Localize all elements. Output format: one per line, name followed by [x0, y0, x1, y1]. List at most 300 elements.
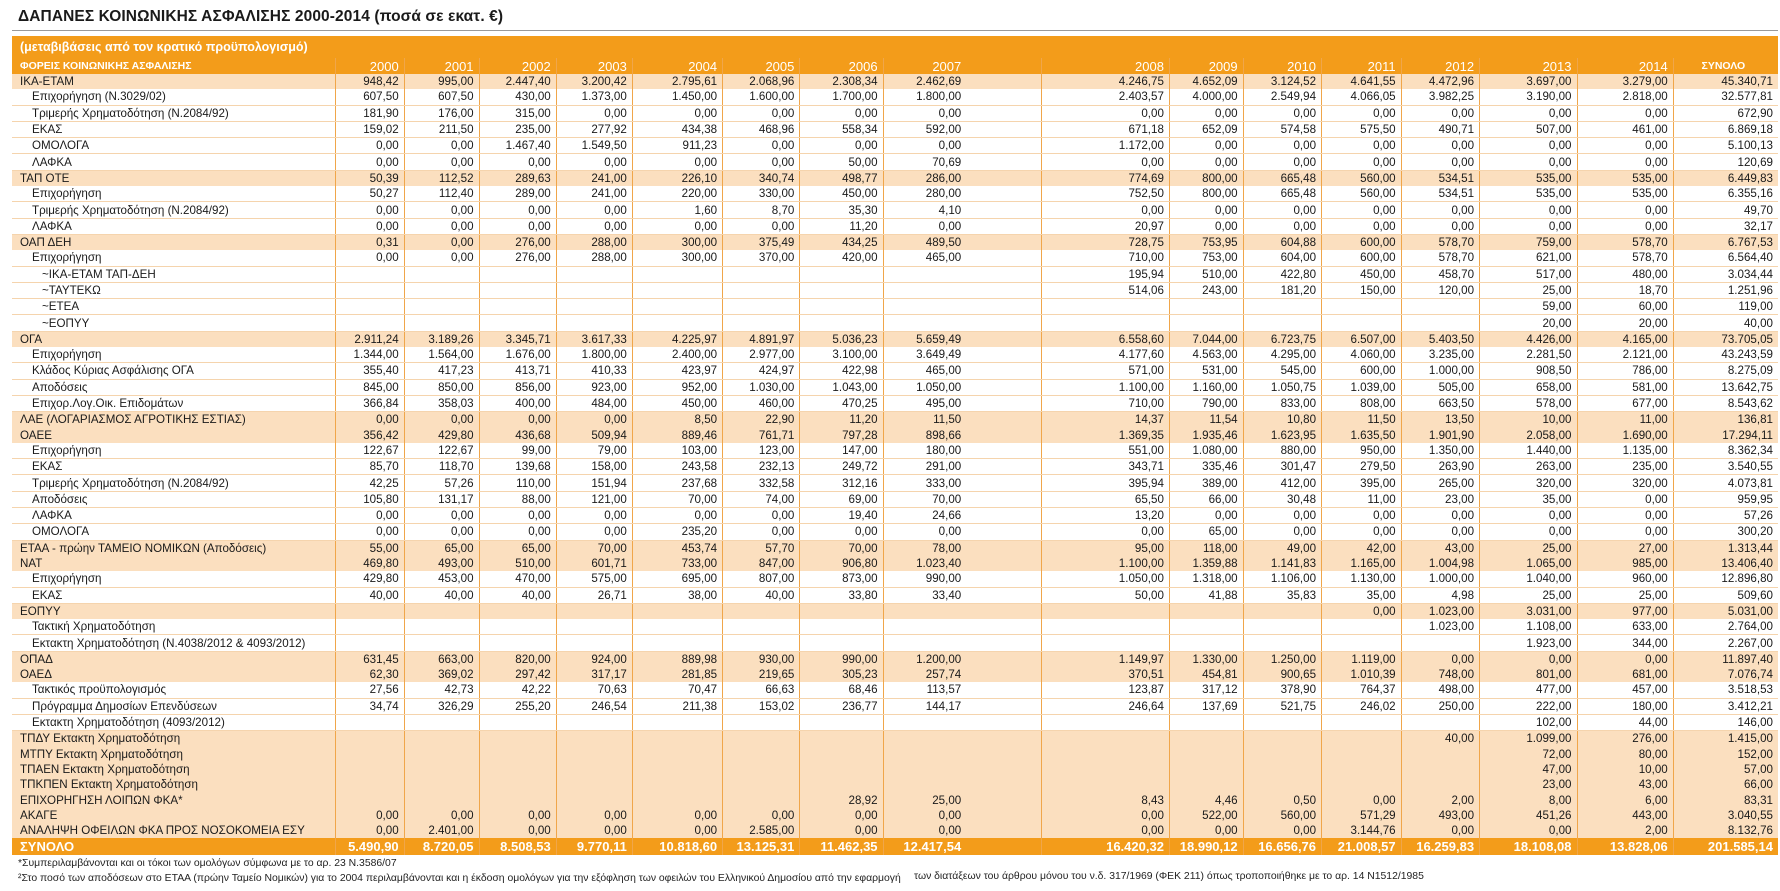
value-cell: 1.800,00 [556, 347, 632, 363]
row-total-cell: 32,17 [1673, 218, 1778, 234]
value-cell [1322, 777, 1402, 792]
value-cell: 600,00 [1322, 250, 1402, 266]
value-cell [1169, 619, 1243, 635]
value-cell: 6.558,60 [1041, 331, 1169, 347]
value-cell: 1.700,00 [800, 89, 883, 105]
value-cell: 820,00 [479, 651, 556, 667]
value-cell: 70,63 [556, 682, 632, 698]
value-cell: 20,97 [1041, 218, 1169, 234]
value-cell [632, 762, 722, 777]
value-cell [479, 266, 556, 282]
value-cell: 211,50 [404, 121, 479, 137]
value-cell: 0,00 [1577, 218, 1673, 234]
value-cell: 42,22 [479, 682, 556, 698]
value-cell [1041, 603, 1169, 619]
value-cell [1401, 714, 1479, 730]
table-row-subitem [12, 524, 1778, 540]
value-cell: 65,00 [1169, 524, 1243, 540]
gap-cell [966, 218, 1041, 234]
value-cell: 2.795,61 [632, 74, 722, 89]
value-cell: 0,00 [632, 823, 722, 838]
value-cell [556, 635, 632, 651]
value-cell: 300,00 [632, 234, 722, 250]
value-cell: 531,00 [1169, 363, 1243, 379]
header-year: 2001 [404, 58, 479, 74]
value-cell [335, 714, 404, 730]
value-cell: 0,00 [404, 808, 479, 823]
table-row-total [12, 838, 1778, 855]
value-cell: 0,00 [404, 524, 479, 540]
value-cell: 326,29 [404, 698, 479, 714]
row-total-cell: 4.073,81 [1673, 475, 1778, 491]
gap-cell [966, 121, 1041, 137]
value-cell: 1,60 [632, 202, 722, 218]
value-cell: 8,70 [723, 202, 800, 218]
row-total-cell: 43.243,59 [1673, 347, 1778, 363]
value-cell [632, 746, 722, 761]
value-cell: 0,00 [335, 250, 404, 266]
table-subtitle: (μεταβιβάσεις από τον κρατικό προϋπολογισμό) [12, 36, 1778, 58]
value-cell: 13,20 [1041, 508, 1169, 524]
value-cell: 0,00 [1169, 138, 1243, 154]
row-total-cell: 1.415,00 [1673, 731, 1778, 747]
value-cell: 761,71 [723, 428, 800, 443]
value-cell: 123,00 [723, 443, 800, 459]
value-cell: 0,00 [883, 823, 966, 838]
value-cell: 0,00 [883, 138, 966, 154]
header-year: 2010 [1243, 58, 1321, 74]
value-cell: 752,50 [1041, 186, 1169, 202]
value-cell [556, 731, 632, 747]
value-cell: 235,00 [479, 121, 556, 137]
value-cell [404, 746, 479, 761]
value-cell: 21.008,57 [1322, 838, 1402, 855]
row-total-cell: 8.132,76 [1673, 823, 1778, 838]
value-cell: 0,00 [479, 412, 556, 428]
value-cell: 0,00 [1169, 105, 1243, 121]
value-cell: 10,00 [1480, 412, 1577, 428]
gap-cell [966, 714, 1041, 730]
value-cell: 3.144,76 [1322, 823, 1402, 838]
gap-cell [966, 266, 1041, 282]
value-cell: 375,49 [723, 234, 800, 250]
value-cell: 0,00 [335, 154, 404, 170]
value-cell: 578,70 [1577, 234, 1673, 250]
value-cell [556, 266, 632, 282]
header-year: 2011 [1322, 58, 1402, 74]
value-cell: 429,80 [404, 428, 479, 443]
value-cell: 498,77 [800, 170, 883, 186]
value-cell: 560,00 [1243, 808, 1321, 823]
value-cell: 753,00 [1169, 250, 1243, 266]
value-cell: 286,00 [883, 170, 966, 186]
value-cell: 510,00 [479, 556, 556, 571]
gap-cell [966, 540, 1041, 556]
row-label: Εκτακτη Χρηματοδότηση (4093/2012) [12, 714, 335, 730]
value-cell [335, 762, 404, 777]
value-cell: 960,00 [1577, 571, 1673, 587]
value-cell: 450,00 [800, 186, 883, 202]
value-cell: 50,00 [800, 154, 883, 170]
value-cell: 574,58 [1243, 121, 1321, 137]
value-cell: 8.508,53 [479, 838, 556, 855]
value-cell: 370,00 [723, 250, 800, 266]
row-label: Εκτακτη Χρηματοδότηση (Ν.4038/2012 & 4093/2012) [12, 635, 335, 651]
value-cell: 0,00 [1169, 218, 1243, 234]
value-cell [1041, 619, 1169, 635]
gap-cell [966, 154, 1041, 170]
value-cell: 2.911,24 [335, 331, 404, 347]
row-total-cell: 120,69 [1673, 154, 1778, 170]
row-label: Κλάδος Κύριας Ασφάλισης ΟΓΑ [12, 363, 335, 379]
value-cell: 370,51 [1041, 667, 1169, 682]
value-cell: 11.462,35 [800, 838, 883, 855]
gap-cell [966, 250, 1041, 266]
row-label: ΟΜΟΛΟΓΑ [12, 138, 335, 154]
row-label: ΛΑΦΚΑ [12, 508, 335, 524]
value-cell: 1.004,98 [1401, 556, 1479, 571]
value-cell: 289,00 [479, 186, 556, 202]
value-cell: 1.350,00 [1401, 443, 1479, 459]
value-cell: 25,00 [1577, 587, 1673, 603]
value-cell: 733,00 [632, 556, 722, 571]
value-cell: 279,50 [1322, 459, 1402, 475]
gap-cell [966, 838, 1041, 855]
value-cell: 460,00 [723, 395, 800, 411]
value-cell [1243, 714, 1321, 730]
value-cell [1243, 635, 1321, 651]
value-cell: 301,47 [1243, 459, 1321, 475]
value-cell: 265,00 [1401, 475, 1479, 491]
value-cell: 1.100,00 [1041, 379, 1169, 395]
value-cell: 4,98 [1401, 587, 1479, 603]
footnote-2-continued: των διατάξεων του άρθρου μόνου του ν.δ. 317/1969 (ΦΕΚ 211) όπως τροποποιήθηκε με το αρ. 14 Ν1512/1985 [914, 871, 1424, 882]
value-cell [1169, 746, 1243, 761]
table-row-subitem [12, 491, 1778, 507]
value-cell: 0,00 [723, 138, 800, 154]
value-cell [1041, 635, 1169, 651]
value-cell: 430,00 [479, 89, 556, 105]
value-cell [883, 777, 966, 792]
value-cell: 389,00 [1169, 475, 1243, 491]
row-total-cell: 17.294,11 [1673, 428, 1778, 443]
gap-cell [966, 823, 1041, 838]
value-cell: 0,00 [556, 154, 632, 170]
value-cell [1041, 746, 1169, 761]
value-cell: 0,00 [1577, 508, 1673, 524]
value-cell: 27,00 [1577, 540, 1673, 556]
value-cell: 2,00 [1577, 823, 1673, 838]
value-cell [479, 714, 556, 730]
row-label: Επιχορήγηση (Ν.3029/02) [12, 89, 335, 105]
value-cell [1401, 315, 1479, 331]
value-cell: 4.165,00 [1577, 331, 1673, 347]
value-cell: 0,00 [404, 508, 479, 524]
table-row-subitem [12, 714, 1778, 730]
value-cell: 484,00 [556, 395, 632, 411]
value-cell: 3.100,00 [800, 347, 883, 363]
gap-cell [966, 89, 1041, 105]
value-cell [1243, 731, 1321, 747]
value-cell: 535,00 [1577, 186, 1673, 202]
value-cell: 59,00 [1480, 299, 1577, 315]
value-cell: 288,00 [556, 250, 632, 266]
value-cell [404, 777, 479, 792]
value-cell: 461,00 [1577, 121, 1673, 137]
value-cell: 276,00 [479, 234, 556, 250]
value-cell: 0,00 [1322, 524, 1402, 540]
value-cell [1401, 635, 1479, 651]
gap-cell [966, 524, 1041, 540]
value-cell [1243, 762, 1321, 777]
header-gap [966, 58, 1041, 74]
table-row-subitem [12, 250, 1778, 266]
value-cell: 113,57 [883, 682, 966, 698]
value-cell [1041, 731, 1169, 747]
value-cell [632, 266, 722, 282]
value-cell: 6.507,00 [1322, 331, 1402, 347]
row-label: ΟΑΕΕ [12, 428, 335, 443]
value-cell: 710,00 [1041, 250, 1169, 266]
table-row-subitem [12, 138, 1778, 154]
value-cell: 0,00 [723, 105, 800, 121]
value-cell: 70,47 [632, 682, 722, 698]
value-cell [1041, 315, 1169, 331]
value-cell: 70,00 [883, 491, 966, 507]
value-cell: 0,00 [335, 138, 404, 154]
value-cell [1169, 603, 1243, 619]
value-cell: 1.106,00 [1243, 571, 1321, 587]
value-cell: 8,43 [1041, 792, 1169, 807]
value-cell [1041, 762, 1169, 777]
value-cell: 545,00 [1243, 363, 1321, 379]
row-label: ΟΓΑ [12, 331, 335, 347]
value-cell [800, 603, 883, 619]
table-row-category [12, 808, 1778, 823]
value-cell: 658,00 [1480, 379, 1577, 395]
value-cell: 60,00 [1577, 299, 1673, 315]
value-cell: 423,97 [632, 363, 722, 379]
value-cell [335, 282, 404, 298]
value-cell: 0,00 [1243, 138, 1321, 154]
header-year: 2008 [1041, 58, 1169, 74]
value-cell: 600,00 [1322, 234, 1402, 250]
row-total-cell: 57,00 [1673, 762, 1778, 777]
value-cell [632, 315, 722, 331]
row-total-cell: 8.543,62 [1673, 395, 1778, 411]
value-cell: 748,00 [1401, 667, 1479, 682]
row-label: ΟΑΠ ΔΕΗ [12, 234, 335, 250]
value-cell: 2,00 [1401, 792, 1479, 807]
gap-cell [966, 508, 1041, 524]
value-cell: 0,00 [556, 524, 632, 540]
value-cell: 40,00 [723, 587, 800, 603]
value-cell: 80,00 [1577, 746, 1673, 761]
row-label: ~ΙΚΑ-ΕΤΑΜ ΤΑΠ-ΔΕΗ [12, 266, 335, 282]
value-cell: 1.080,00 [1169, 443, 1243, 459]
value-cell [1401, 746, 1479, 761]
gap-cell [966, 443, 1041, 459]
row-label: Επιχορ.Λογ.Οικ. Επιδομάτων [12, 395, 335, 411]
value-cell: 180,00 [883, 443, 966, 459]
value-cell: 4.066,05 [1322, 89, 1402, 105]
gap-cell [966, 587, 1041, 603]
table-row-subitem [12, 682, 1778, 698]
value-cell: 1.635,50 [1322, 428, 1402, 443]
table-row-subitem [12, 121, 1778, 137]
value-cell: 633,00 [1577, 619, 1673, 635]
row-total-cell: 13.642,75 [1673, 379, 1778, 395]
value-cell: 1.450,00 [632, 89, 722, 105]
row-total-cell: 11.897,40 [1673, 651, 1778, 667]
value-cell: 0,00 [1401, 651, 1479, 667]
value-cell: 1.050,75 [1243, 379, 1321, 395]
value-cell: 833,00 [1243, 395, 1321, 411]
row-total-cell: 8.362,34 [1673, 443, 1778, 459]
gap-cell [966, 651, 1041, 667]
row-label: ~ΕΤΕΑ [12, 299, 335, 315]
value-cell [723, 714, 800, 730]
row-total-cell: 509,60 [1673, 587, 1778, 603]
value-cell: 0,00 [335, 412, 404, 428]
value-cell [800, 635, 883, 651]
gap-cell [966, 363, 1041, 379]
value-cell: 1.901,90 [1401, 428, 1479, 443]
value-cell: 257,74 [883, 667, 966, 682]
value-cell: 880,00 [1243, 443, 1321, 459]
value-cell: 514,06 [1041, 282, 1169, 298]
row-total-cell: 5.100,13 [1673, 138, 1778, 154]
value-cell: 0,00 [632, 508, 722, 524]
gap-cell [966, 331, 1041, 347]
value-cell [1041, 777, 1169, 792]
value-cell: 753,95 [1169, 234, 1243, 250]
value-cell: 151,94 [556, 475, 632, 491]
value-cell [1322, 714, 1402, 730]
value-cell: 453,00 [404, 571, 479, 587]
value-cell: 332,58 [723, 475, 800, 491]
value-cell: 458,70 [1401, 266, 1479, 282]
value-cell [1401, 777, 1479, 792]
row-total-cell: 8.275,09 [1673, 363, 1778, 379]
value-cell: 0,00 [1243, 105, 1321, 121]
table-row-subitem [12, 619, 1778, 635]
table-row-category [12, 777, 1778, 792]
value-cell: 110,00 [479, 475, 556, 491]
value-cell: 0,00 [1401, 138, 1479, 154]
value-cell [632, 792, 722, 807]
value-cell: 0,00 [1041, 524, 1169, 540]
value-cell: 0,00 [1041, 202, 1169, 218]
value-cell: 534,51 [1401, 170, 1479, 186]
table-row-category [12, 74, 1778, 89]
value-cell: 68,46 [800, 682, 883, 698]
value-cell [556, 746, 632, 761]
value-cell [404, 315, 479, 331]
value-cell: 465,00 [883, 363, 966, 379]
value-cell: 4.652,09 [1169, 74, 1243, 89]
row-total-cell: 3.034,44 [1673, 266, 1778, 282]
value-cell: 28,92 [800, 792, 883, 807]
value-cell: 0,00 [1041, 823, 1169, 838]
row-label: Τακτικός προϋπολογισμός [12, 682, 335, 698]
value-cell: 1.099,00 [1480, 731, 1577, 747]
value-cell [335, 266, 404, 282]
gap-cell [966, 202, 1041, 218]
value-cell: 2.549,94 [1243, 89, 1321, 105]
value-cell: 11,20 [800, 412, 883, 428]
value-cell: 10.818,60 [632, 838, 722, 855]
value-cell: 0,00 [335, 823, 404, 838]
row-label: Πρόγραμμα Δημοσίων Επενδύσεων [12, 698, 335, 714]
value-cell: 0,00 [1322, 138, 1402, 154]
value-cell: 1.010,39 [1322, 667, 1402, 682]
row-total-cell: 73.705,05 [1673, 331, 1778, 347]
value-cell: 990,00 [800, 651, 883, 667]
value-cell: 8.720,05 [404, 838, 479, 855]
value-cell [723, 603, 800, 619]
value-cell [1243, 777, 1321, 792]
row-label: ΟΠΑΔ [12, 651, 335, 667]
row-total-cell: 300,20 [1673, 524, 1778, 540]
row-total-cell: 136,81 [1673, 412, 1778, 428]
value-cell: 0,00 [1322, 218, 1402, 234]
gap-cell [966, 475, 1041, 491]
table-row-subitem [12, 186, 1778, 202]
value-cell [404, 299, 479, 315]
value-cell: 489,50 [883, 234, 966, 250]
value-cell: 102,00 [1480, 714, 1577, 730]
value-cell: 70,00 [632, 491, 722, 507]
value-cell: 144,17 [883, 698, 966, 714]
value-cell: 1.676,00 [479, 347, 556, 363]
value-cell: 0,00 [1401, 524, 1479, 540]
value-cell: 43,00 [1401, 540, 1479, 556]
value-cell: 40,00 [1401, 731, 1479, 747]
value-cell: 241,00 [556, 170, 632, 186]
value-cell [335, 603, 404, 619]
value-cell: 1.330,00 [1169, 651, 1243, 667]
value-cell: 62,30 [335, 667, 404, 682]
value-cell [883, 282, 966, 298]
value-cell: 1.373,00 [556, 89, 632, 105]
value-cell: 2.121,00 [1577, 347, 1673, 363]
table-row-subitem [12, 154, 1778, 170]
value-cell: 434,25 [800, 234, 883, 250]
value-cell: 3.617,33 [556, 331, 632, 347]
value-cell: 4.472,96 [1401, 74, 1479, 89]
value-cell: 1.050,00 [883, 379, 966, 395]
value-cell: 19,40 [800, 508, 883, 524]
value-cell: 412,00 [1243, 475, 1321, 491]
table-row-subitem [12, 443, 1778, 459]
value-cell: 774,69 [1041, 170, 1169, 186]
value-cell: 241,00 [556, 186, 632, 202]
value-cell: 5.490,90 [335, 838, 404, 855]
value-cell: 850,00 [404, 379, 479, 395]
value-cell: 43,00 [1577, 777, 1673, 792]
row-label: Τριμερής Χρηματοδότηση (Ν.2084/92) [12, 202, 335, 218]
value-cell: 0,00 [1322, 154, 1402, 170]
value-cell [800, 315, 883, 331]
value-cell: 930,00 [723, 651, 800, 667]
row-total-cell: 959,95 [1673, 491, 1778, 507]
value-cell: 948,42 [335, 74, 404, 89]
value-cell: 422,80 [1243, 266, 1321, 282]
gap-cell [966, 186, 1041, 202]
value-cell: 4,10 [883, 202, 966, 218]
value-cell: 1.023,00 [1401, 603, 1479, 619]
